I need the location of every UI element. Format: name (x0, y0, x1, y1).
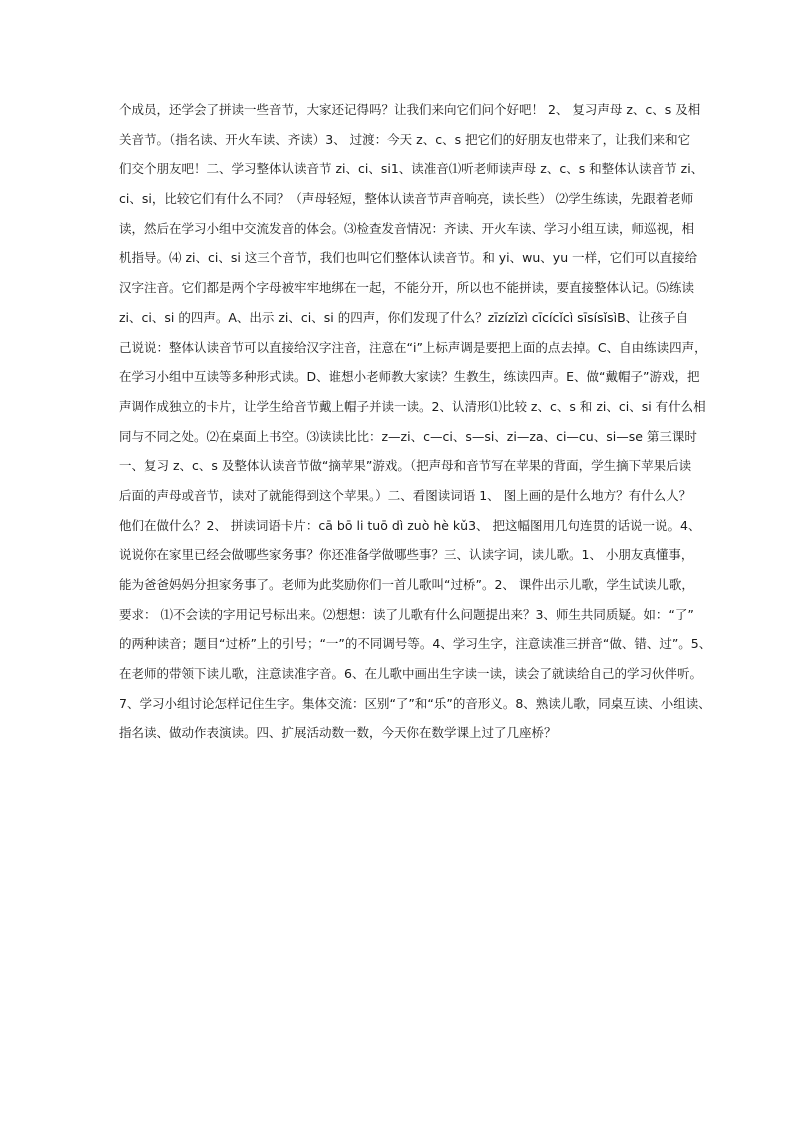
text-line: 个成员，还学会了拼读一些音节，大家还记得吗？让我们来向它们问个好吧！ 2、 复习声母 z、c、s 及相 (119, 102, 701, 117)
text-line: 在学习小组中互读等多种形式读。D、谁想小老师教大家读？生教生，练读四声。E、做“戴帽子”游戏，把 (119, 369, 700, 385)
text-line: 同与不同之处。⑵在桌面上书空。⑶读读比比：z—zi、c—ci、s—si、zi—za、ci—cu、si—se 第三课时 (119, 428, 697, 444)
text-line: 7、学习小组讨论怎样记住生字。集体交流：区别“了”和“乐”的音形义。8、熟读儿歌，同桌互读、小组读、 (119, 695, 711, 711)
text-line: 能为爸爸妈妈分担家务事了。老师为此奖励你们一首儿歌叫“过桥”。2、 课件出示儿歌，学生试读儿歌， (119, 577, 694, 592)
text-line: 关音节。（指名读、开火车读、齐读）3、 过渡：今天 z、c、s 把它们的好朋友也带来了，让我们来和它 (119, 131, 691, 147)
text-line: 指名读、做动作表演读。四、扩展活动数一数，今天你在数学课上过了几座桥？ (119, 725, 557, 741)
text-line: 机指导。⑷ zi、ci、si 这三个音节，我们也叫它们整体认读音节。和 yi、wu、yu 一样，它们可以直接给 (119, 250, 698, 266)
text-line: 声调作成独立的卡片，让学生给音节戴上帽子并读一读。2、认清形⑴比较 z、c、s 和 zi、ci、si 有什么相 (119, 398, 706, 414)
text-line: 己说说：整体认读音节可以直接给汉字注音，注意在“i”上标声调是要把上面的点去掉。C、自由练读四声， (119, 339, 707, 355)
text-line: 们交个朋友吧！二、学习整体认读音节 zi、ci、si1、读准音⑴听老师读声母 z、c、s 和整体认读音节 zi、 (119, 161, 704, 177)
text-line: ci、si，比较它们有什么不同？（声母轻短，整体认读音节声音响亮，读长些） ⑵学生练读，先跟着老师 (119, 191, 694, 207)
text-line: 一、复习 z、c、s 及整体认读音节做“摘苹果”游戏。（把声母和音节写在苹果的背面，学生摘下苹果后读 (119, 458, 692, 474)
text-line: 说说你在家里已经会做哪些家务事？你还准备学做哪些事？三、认读字词，读儿歌。1、 小朋友真懂事， (119, 547, 694, 563)
document-body (119, 95, 712, 748)
text-line: zi、ci、si 的四声。A、出示 zi、ci、si 的四声，你们发现了什么？zīzízǐzì cīcícǐcì sīsísǐsìB、让孩子自 (119, 309, 689, 325)
text-line: 他们在做什么？2、 拼读词语卡片：cā bō li tuō dì zuò hè kǔ3、 把这幅图用几句连贯的话说一说。4、 (119, 517, 701, 533)
text-line: 汉字注音。它们都是两个字母被牢牢地绑在一起，不能分开，所以也不能拼读，要直接整体认记。⑸练读 (119, 280, 695, 296)
text-line: 后面的声母或音节，读对了就能得到这个苹果。）二、看图读词语 1、 图上画的是什么地方？有什么人？ (119, 487, 692, 503)
text-line: 要求： ⑴不会读的字用记号标出来。⑵想想：读了儿歌有什么问题提出来？3、师生共同质疑。如：“了” (119, 606, 694, 622)
text-line: 读，然后在学习小组中交流发音的体会。⑶检查发音情况：齐读、开火车读、学习小组互读，师巡视，相 (119, 220, 695, 236)
text-line: 的两种读音；题目“过桥”上的引号；“一”的不同调号等。4、学习生字，注意读准三拼音“做、错、过”。5、 (119, 636, 712, 652)
text-line: 在老师的带领下读儿歌，注意读准字音。6、在儿歌中画出生字读一读，读会了就读给自己的学习伙伴听。 (119, 666, 702, 682)
